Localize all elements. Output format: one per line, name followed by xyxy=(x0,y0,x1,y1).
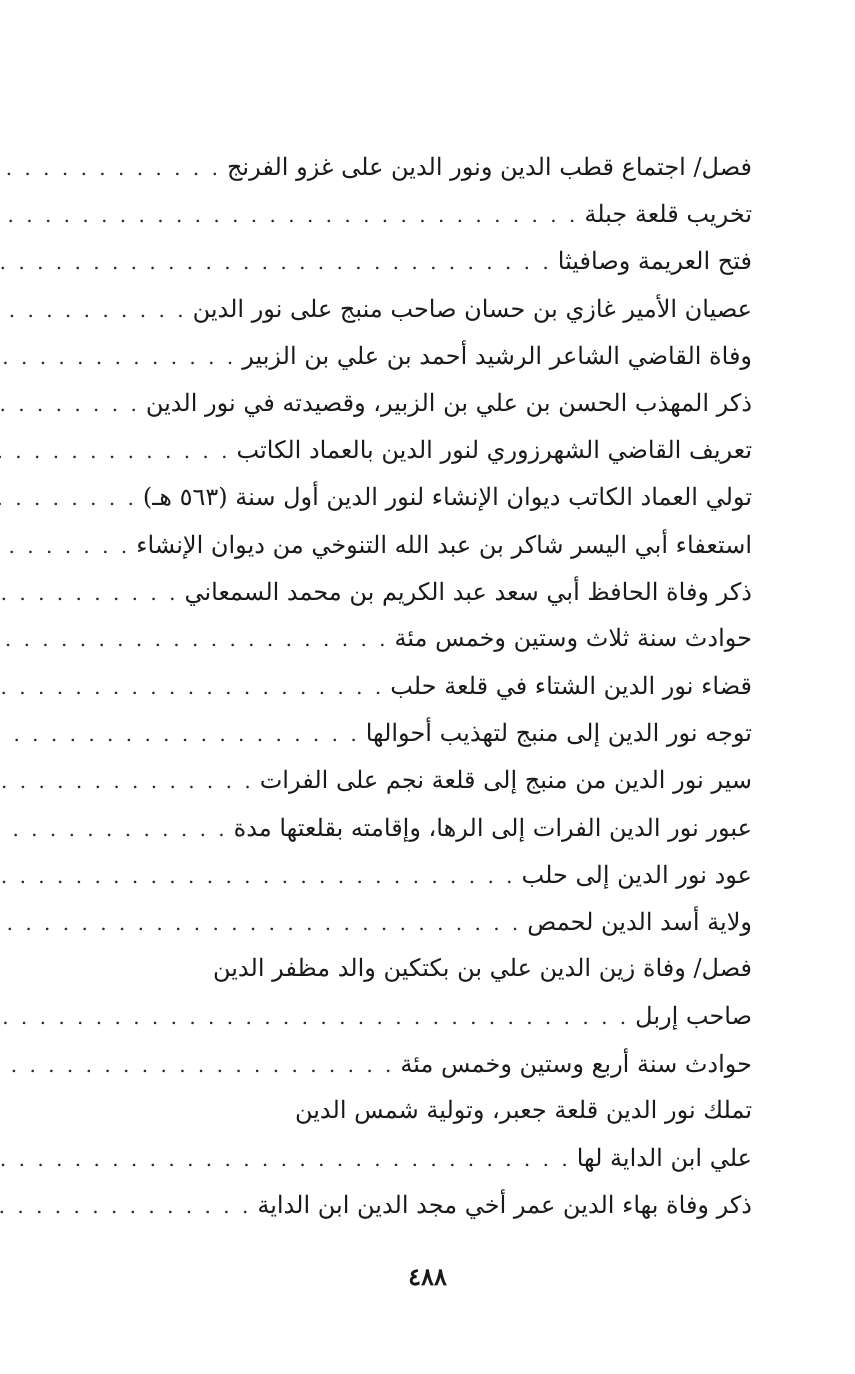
toc-entry xyxy=(66,379,752,426)
toc-entry-title: فتح العريمة وصافيثا xyxy=(557,247,752,276)
toc-entry-title: فصل/ اجتماع قطب الدين ونور الدين على غزو الفرنج xyxy=(226,153,752,181)
dot-leader xyxy=(0,806,228,853)
dot-leader xyxy=(0,192,578,239)
dot-leader xyxy=(0,994,629,1041)
toc-entry-title: تخريب قلعة جبلة xyxy=(584,200,752,229)
dot-leader xyxy=(0,711,360,758)
toc-entry xyxy=(66,1134,752,1181)
toc-entry xyxy=(66,285,752,332)
toc-entry-title: ذكر المهذب الحسن بن علي بن الزبير، وقصيدته في نور الدين xyxy=(145,388,752,417)
dot-leader xyxy=(0,664,384,711)
toc-entry-title: حوادث سنة أربع وستين وخمس مئة xyxy=(400,1049,752,1078)
toc-entry xyxy=(66,898,752,945)
dot-leader xyxy=(0,853,516,900)
toc-entry xyxy=(66,615,752,662)
toc-entry-title: عود نور الدين إلى حلب xyxy=(521,860,752,889)
dot-leader xyxy=(0,475,137,522)
dot-leader xyxy=(0,239,552,286)
dot-leader xyxy=(0,287,187,334)
toc-entry-title: تولي العماد الكاتب ديوان الإنشاء لنور الدين أول سنة (٥٦٣ هـ) xyxy=(142,483,752,512)
toc-entry-title: استعفاء أبي اليسر شاكر بن عبد الله التنوخي من ديوان الإنشاء xyxy=(136,530,752,559)
dot-leader xyxy=(0,334,236,381)
toc-entry xyxy=(66,143,752,190)
dot-leader xyxy=(0,616,389,663)
toc-entry-title: فصل/ وفاة زين الدين علي بن بكتكين والد مظفر الدين xyxy=(212,954,752,983)
toc-entry-title: قضاء نور الدين الشتاء في قلعة حلب xyxy=(390,672,752,701)
dot-leader xyxy=(0,523,130,570)
toc-entry xyxy=(66,332,752,379)
toc-entry xyxy=(66,945,752,992)
dot-leader xyxy=(0,145,221,192)
toc-entry-title: علي ابن الداية لها xyxy=(576,1143,752,1172)
toc-entry-title: ذكر وفاة بهاء الدين عمر أخي مجد الدين ابن الداية xyxy=(257,1191,752,1220)
toc-entry xyxy=(66,1181,752,1228)
dot-leader xyxy=(0,381,140,428)
toc-entry-title: ولاية أسد الدين لحمص xyxy=(527,908,752,936)
dot-leader xyxy=(0,1136,571,1183)
toc-entry xyxy=(66,237,752,284)
toc-entry xyxy=(66,662,752,709)
toc-entry-title: ذكر وفاة الحافظ أبي سعد عبد الكريم بن محمد السمعاني xyxy=(184,577,752,606)
toc-entry-title: عصيان الأمير غازي بن حسان صاحب منبج على نور الدين xyxy=(192,294,752,323)
dot-leader xyxy=(0,1042,394,1089)
toc-entry xyxy=(66,851,752,898)
toc-entry-title: وفاة القاضي الشاعر الرشيد أحمد بن علي بن الزبير xyxy=(242,341,752,370)
toc-entry xyxy=(66,521,752,568)
toc-entry xyxy=(66,473,752,520)
toc-entry-title: تملك نور الدين قلعة جعبر، وتولية شمس الدين xyxy=(294,1095,752,1124)
toc-entry-title: تعريف القاضي الشهرزوري لنور الدين بالعماد الكاتب xyxy=(236,436,752,465)
toc-entry xyxy=(66,756,752,803)
toc-entry xyxy=(66,1087,752,1134)
toc-entry-title: حوادث سنة ثلاث وستين وخمس مئة xyxy=(394,623,752,652)
toc-entry-title: سير نور الدين من منبج إلى قلعة نجم على الفرات xyxy=(259,766,752,795)
toc-entry xyxy=(66,804,752,851)
toc-entry xyxy=(66,568,752,615)
dot-leader xyxy=(0,1183,251,1230)
toc-entry-title: عبور نور الدين الفرات إلى الرها، وإقامته بقلعتها مدة xyxy=(233,813,752,842)
toc-entry-title: توجه نور الدين إلى منبج لتهذيب أحوالها xyxy=(365,719,752,748)
dot-leader xyxy=(0,900,521,947)
dot-leader xyxy=(0,428,231,475)
page-number: ٤٨٨ xyxy=(408,1262,447,1291)
dot-leader xyxy=(0,758,254,805)
toc-entry xyxy=(66,190,752,237)
toc-entry xyxy=(66,992,752,1039)
table-of-contents xyxy=(66,143,752,1228)
toc-entry-title: صاحب إربل xyxy=(635,1002,752,1031)
toc-entry xyxy=(66,709,752,756)
toc-entry xyxy=(66,1040,752,1087)
dot-leader xyxy=(0,570,178,617)
toc-entry xyxy=(66,426,752,473)
